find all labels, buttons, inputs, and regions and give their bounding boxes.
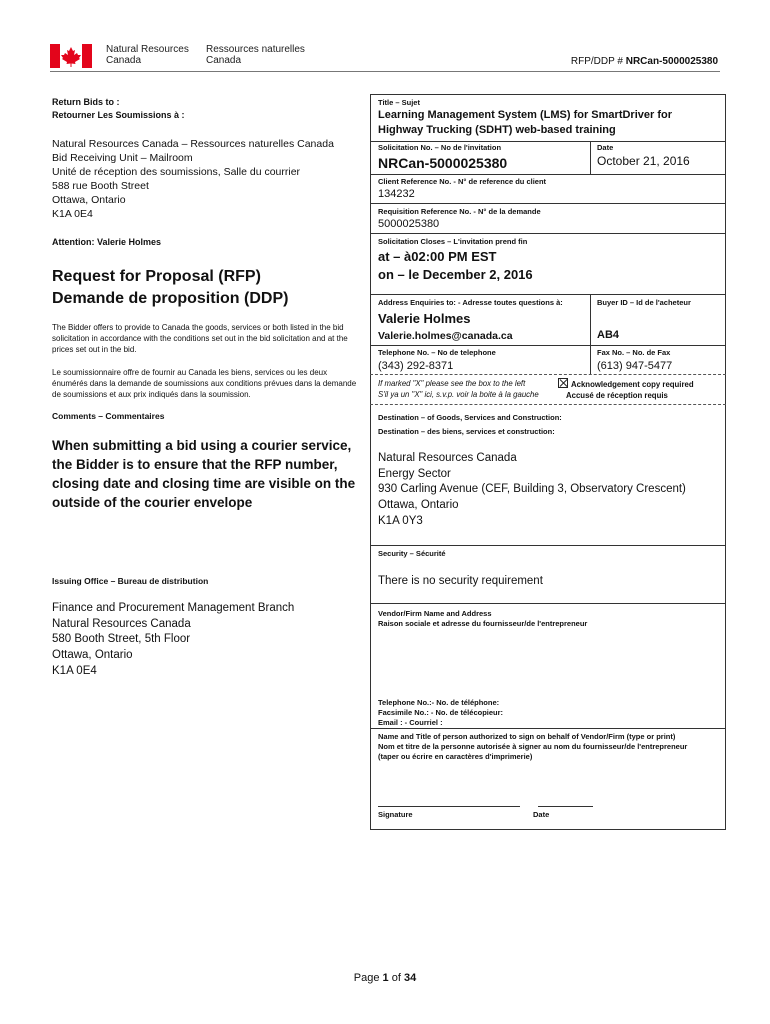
buyer-id-value: AB4: [597, 329, 620, 341]
page-prefix: Page: [353, 972, 383, 984]
form-divider: [370, 374, 726, 375]
page-total: 34: [403, 972, 417, 984]
authorized-label-1: Name and Title of person authorized to sign on behalf of Vendor/Firm (type or print): [378, 732, 676, 741]
destination-line: Energy Sector: [378, 467, 451, 480]
logo-text-english: [106, 44, 189, 66]
reference-number: NRCan-5000025380: [625, 56, 718, 67]
destination-line: K1A 0Y3: [378, 514, 423, 527]
page-number: [0, 972, 770, 984]
courier-note-line: the Bidder is to ensure that the RFP number,: [52, 457, 338, 472]
ack-label-en: Acknowledgement copy required: [571, 380, 694, 389]
form-divider: [370, 345, 726, 346]
title-en: Request for Proposal (RFP): [52, 268, 261, 285]
security-value: There is no security requirement: [378, 575, 543, 587]
header-divider: [50, 71, 720, 72]
security-label: Security – Sécurité: [378, 549, 446, 558]
fax-value: (613) 947-5477: [597, 360, 673, 372]
destination-label-2: Destination – des biens, services et construction:: [378, 427, 555, 436]
authorized-label-2: Nom et titre de la personne autorisée à signer au nom du fournisseur/de l'entrepreneur: [378, 742, 688, 751]
offer-line: Le soumissionnaire offre de fournir au Canada les biens, services ou les deux: [52, 368, 328, 377]
courier-note: [52, 436, 355, 512]
form-divider: [370, 545, 726, 546]
bidder-offer-fr: [52, 367, 362, 400]
destination-label: [378, 411, 562, 439]
telephone-value: (343) 292-8371: [378, 360, 454, 372]
page-of: of: [388, 972, 404, 984]
marked-note: [378, 378, 539, 400]
form-column-divider: [590, 141, 591, 174]
logo-en-line2: Canada: [106, 55, 142, 66]
contact-name: Valerie Holmes: [378, 311, 471, 326]
vendor-contact-labels: [378, 698, 503, 728]
form-divider: [370, 404, 726, 405]
canada-flag-logo: [50, 44, 92, 68]
signature-label: Signature: [378, 810, 413, 819]
title-value-line: Highway Trucking (SDHT) web-based training: [378, 124, 616, 136]
signature-date-label: Date: [533, 810, 550, 819]
destination-line: Ottawa, Ontario: [378, 499, 459, 512]
return-address: [52, 137, 334, 221]
address-line: K1A 0E4: [52, 208, 93, 220]
title-label: Title – Sujet: [378, 98, 420, 107]
acknowledgement-checkbox[interactable]: [558, 378, 568, 388]
ack-label-fr: Accusé de réception requis: [566, 391, 668, 400]
page-current: 1: [382, 972, 389, 984]
vendor-label-2: Raison sociale et adresse du fournisseur/de l'entrepreneur: [378, 619, 588, 628]
contact-email: Valerie.holmes@canada.ca: [378, 330, 513, 342]
enquiries-label: Address Enquiries to: - Adresse toutes questions à:: [378, 298, 563, 307]
title-fr: Demande de proposition (DDP): [52, 290, 289, 307]
return-bids-label: [52, 96, 185, 122]
solicitation-no-value: NRCan-5000025380: [378, 155, 508, 171]
offer-line: prices set out in the bid.: [52, 345, 137, 354]
buyer-id-label: Buyer ID – Id de l'acheteur: [597, 298, 691, 307]
closes-label: Solicitation Closes – L'invitation prend fin: [378, 237, 528, 246]
logo-text-french: [206, 44, 305, 66]
form-divider: [370, 233, 726, 234]
vendor-address-field[interactable]: [378, 632, 718, 692]
title-value: [378, 108, 672, 138]
offer-line: énumérés dans la demande de soumissions aux conditions prévues dans la demande: [52, 379, 357, 388]
client-ref-label: Client Reference No. - N° de reference du client: [378, 177, 547, 186]
issuing-office-line: Ottawa, Ontario: [52, 649, 133, 662]
page-title: [52, 266, 288, 310]
form-divider: [370, 603, 726, 604]
issuing-office-line: Finance and Procurement Management Branch: [52, 602, 295, 614]
vendor-telephone-label: Telephone No.:- No. de téléphone:: [378, 698, 500, 707]
title-value-line: Learning Management System (LMS) for SmartDriver for: [378, 109, 673, 121]
requisition-value: 5000025380: [378, 218, 440, 230]
offer-line: solicitation in accordance with the conditions set out in the bid solicitation and at the: [52, 334, 348, 343]
offer-line: The Bidder offers to provide to Canada the goods, services or both listed in the bid: [52, 323, 344, 332]
form-divider: [370, 728, 726, 729]
signature-line[interactable]: [378, 806, 520, 807]
date-value: October 21, 2016: [597, 154, 690, 168]
attention-line: Attention: Valerie Holmes: [52, 237, 162, 247]
destination-label-1: Destination – of Goods, Services and Construction:: [378, 413, 562, 422]
address-line: 588 rue Booth Street: [52, 180, 149, 192]
authorized-person-label: [378, 732, 687, 762]
destination-address: [378, 451, 686, 530]
return-bids-fr: Retourner Les Soumissions à :: [52, 110, 185, 120]
closes-value: [378, 248, 533, 284]
address-line: Ottawa, Ontario: [52, 194, 126, 206]
address-line: Bid Receiving Unit – Mailroom: [52, 152, 193, 164]
telephone-label: Telephone No. – No de telephone: [378, 348, 496, 357]
offer-line: de soumissions et aux prix indiqués dans la soumission.: [52, 390, 251, 399]
courier-note-line: When submitting a bid using a courier service,: [52, 438, 352, 453]
comments-label: Comments – Commentaires: [52, 411, 165, 421]
bidder-offer-en: [52, 322, 362, 355]
reference-prefix: RFP/DDP #: [570, 56, 626, 67]
form-column-divider: [590, 294, 591, 374]
closes-date: on – le December 2, 2016: [378, 267, 533, 282]
closes-time: at – à02:00 PM EST: [378, 249, 497, 264]
authorized-label-3: (taper ou écrire en caractères d'imprimerie): [378, 752, 533, 761]
date-label: Date: [597, 143, 614, 152]
issuing-office-label: Issuing Office – Bureau de distribution: [52, 576, 209, 586]
logo-en-line1: Natural Resources: [106, 44, 189, 55]
vendor-label-1: Vendor/Firm Name and Address: [378, 609, 492, 618]
logo-fr-line2: Canada: [206, 55, 242, 66]
marked-note-en: If marked "X" please see the box to the left: [378, 379, 526, 388]
vendor-label: [378, 609, 587, 629]
destination-line: Natural Resources Canada: [378, 452, 517, 464]
form-divider: [370, 203, 726, 204]
acknowledgement-checkbox-group: [558, 378, 694, 401]
header-reference: [571, 56, 718, 67]
form-divider: [370, 141, 726, 142]
address-line: Natural Resources Canada – Ressources naturelles Canada: [52, 138, 334, 150]
requisition-label: Requisition Reference No. - N° de la demande: [378, 207, 541, 216]
issuing-office-line: Natural Resources Canada: [52, 617, 191, 630]
issuing-office-line: 580 Booth Street, 5th Floor: [52, 633, 191, 646]
courier-note-line: closing date and closing time are visible on the: [52, 476, 356, 491]
form-divider: [370, 174, 726, 175]
courier-note-line: outside of the courier envelope: [52, 495, 253, 510]
destination-line: 930 Carling Avenue (CEF, Building 3, Observatory Crescent): [378, 483, 686, 496]
issuing-office-address: [52, 601, 294, 680]
return-bids-en: Return Bids to :: [52, 97, 120, 107]
marked-note-fr: S'il ya un "X" ici, s.v.p. voir la boite à la gauche: [378, 390, 539, 399]
solicitation-no-label: Solicitation No. – No de l'invitation: [378, 143, 502, 152]
vendor-fax-label: Facsimile No.: - No. de télécopieur:: [378, 708, 504, 717]
logo-fr-line1: Ressources naturelles: [206, 44, 305, 55]
address-line: Unité de réception des soumissions, Salle du courrier: [52, 166, 301, 178]
authorized-person-field[interactable]: [378, 770, 718, 800]
issuing-office-line: K1A 0E4: [52, 664, 97, 677]
vendor-email-label: Email : - Courriel :: [378, 718, 443, 727]
form-divider: [370, 294, 726, 295]
fax-label: Fax No. – No. de Fax: [597, 348, 671, 357]
client-ref-value: 134232: [378, 188, 415, 200]
signature-date-line[interactable]: [538, 806, 593, 807]
